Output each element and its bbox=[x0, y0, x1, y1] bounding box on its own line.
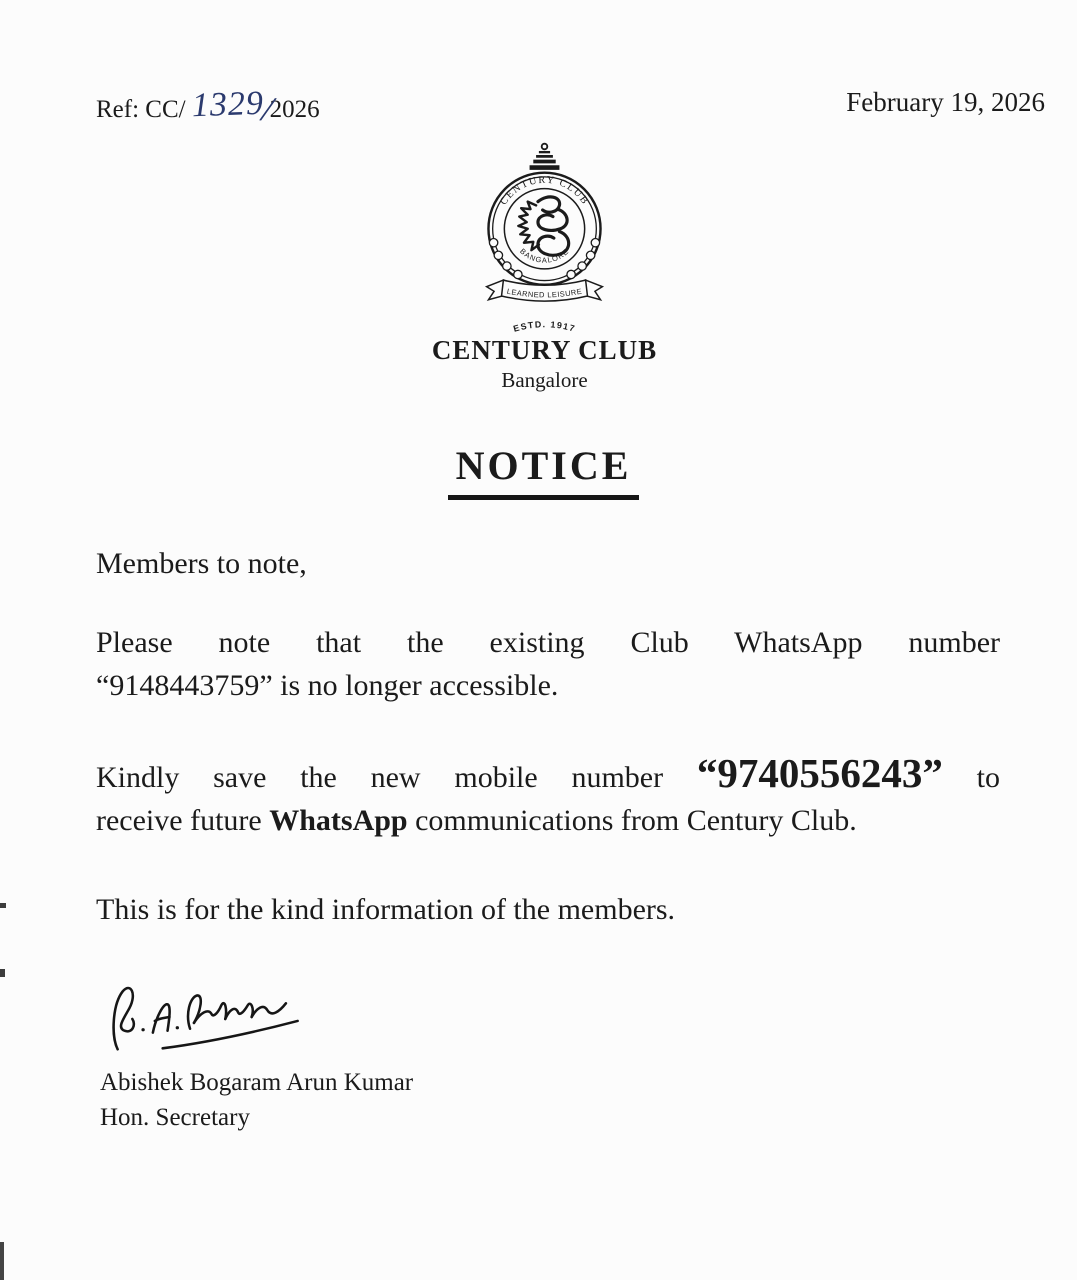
paragraph-1 bbox=[96, 621, 1000, 707]
signature-handwriting bbox=[102, 971, 327, 1064]
date-text: February 19, 2026 bbox=[846, 87, 1045, 117]
notice-body bbox=[96, 542, 1000, 931]
signature-block bbox=[100, 971, 1077, 1133]
notice-heading-wrap bbox=[10, 442, 1077, 500]
paragraph-2-text: to bbox=[942, 760, 1001, 794]
svg-text:CENTURY CLUB bbox=[498, 175, 591, 208]
notice-title: NOTICE bbox=[448, 442, 640, 500]
salutation: Members to note, bbox=[96, 546, 307, 580]
century-club-emblem-icon bbox=[479, 140, 610, 338]
paragraph-2-text: receive future bbox=[96, 803, 270, 837]
document-header-row bbox=[96, 84, 1045, 130]
scan-artifact bbox=[0, 903, 6, 908]
paragraph-1-line-2: “9148443759” is no longer accessible. bbox=[96, 668, 559, 702]
paragraph-2-line-2 bbox=[96, 799, 1000, 842]
paragraph-1-line-1: Please note that the existing Club WhatsApp number bbox=[96, 625, 1000, 659]
paragraph-3: This is for the kind information of the members. bbox=[96, 892, 676, 926]
ref-label: Ref: CC/ bbox=[96, 96, 186, 123]
ref-year: 2026 bbox=[269, 96, 320, 123]
paragraph-2-text: Kindly save the new mobile number bbox=[96, 760, 697, 794]
signatory-name: Abishek Bogaram Arun Kumar bbox=[100, 1068, 414, 1096]
ref-line bbox=[96, 84, 320, 130]
signatory-title: Hon. Secretary bbox=[100, 1103, 250, 1131]
letterhead bbox=[12, 140, 1077, 392]
whatsapp-bold-text: WhatsApp bbox=[269, 803, 408, 837]
ref-slash-handwritten: / bbox=[259, 88, 276, 130]
emblem-ribbon-text: LEARNED LEISURE bbox=[506, 286, 583, 300]
emblem-ring-text: CENTURY CLUB bbox=[498, 174, 591, 208]
paragraph-2-line-1 bbox=[96, 749, 1001, 799]
svg-text:ESTD. 1917 bbox=[512, 319, 577, 334]
paragraph-2-text: communications from Century Club. bbox=[407, 803, 857, 837]
scan-artifact bbox=[0, 969, 5, 977]
ref-number-handwritten: 1329 bbox=[190, 84, 265, 125]
emblem-estd-text: ESTD. 1917 bbox=[512, 319, 577, 334]
svg-text:BANGALORE bbox=[518, 247, 571, 265]
emblem-city-text: BANGALORE bbox=[518, 246, 571, 265]
paragraph-2 bbox=[96, 749, 1001, 842]
club-name: CENTURY CLUB bbox=[431, 335, 658, 365]
new-whatsapp-number: “9740556243” bbox=[696, 749, 943, 796]
scan-artifact bbox=[0, 1242, 4, 1280]
club-city: Bangalore bbox=[501, 367, 588, 392]
